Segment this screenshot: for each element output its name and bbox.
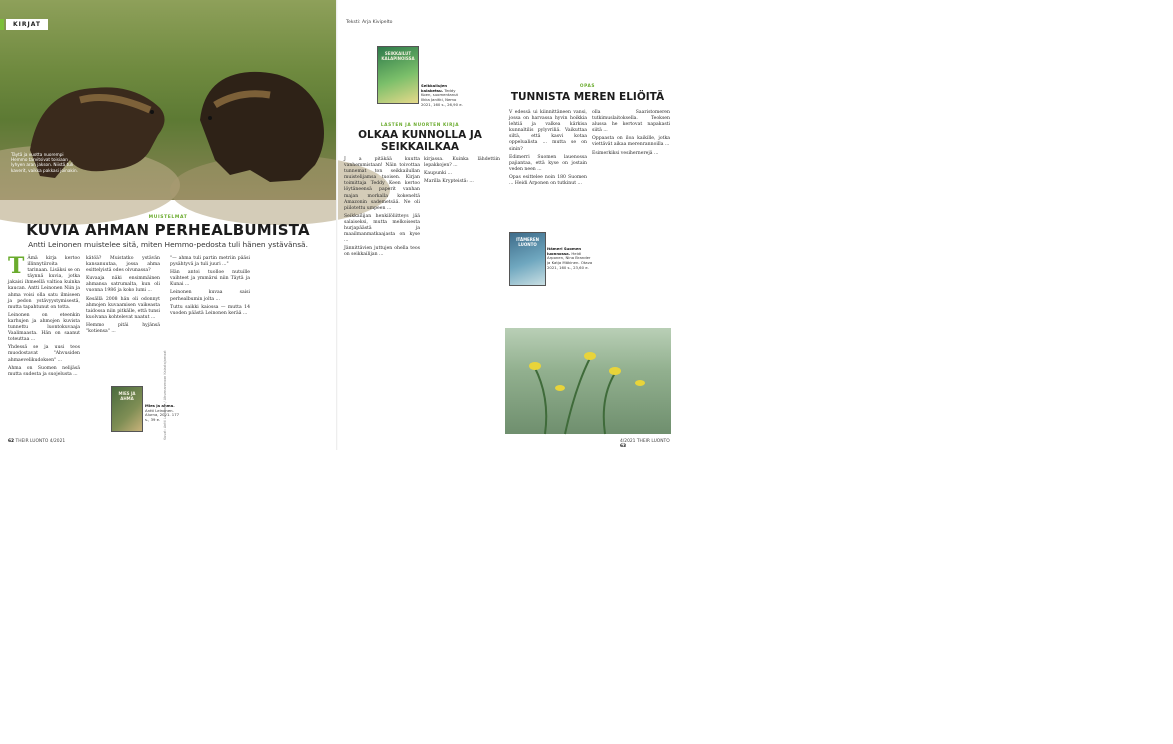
book-caption-title: Mies ja ahma. <box>145 403 175 408</box>
byline: Teksti: Arja Kivipelto <box>346 20 393 25</box>
gutter <box>336 0 338 450</box>
folio-left <box>8 439 65 444</box>
book-caption-details: Heidi Arponen, Nina Brander ja Katja Mäkinen. Otava 2021, 160 s., 23,60 e. <box>547 250 593 270</box>
paragraph: Hän antoi tuolloe nutuille vaihteet ja ymmärsi niin Täytä ja Kunai ... <box>170 270 250 288</box>
paragraph: Oppaasta on iloa kaikille, jotka viettävät aikaa merenrannoilla ... <box>592 136 670 148</box>
photo-caption: Täytä ja vuotta nuorempi Hemmo tarvitsivat toisiaan lyhyen aran jakson. Niistä tuli kaverit, vaikka pakkasi joinakin. <box>11 152 78 173</box>
book-cover-itameri <box>509 232 546 286</box>
magazine-issue: THEIR LUONTO 4/2021 <box>15 439 66 444</box>
kicker: MUISTELMAT <box>148 215 188 220</box>
section-tag-label: KIRJAT <box>13 21 42 28</box>
body-column-r1 <box>344 157 420 432</box>
paragraph: Leinonen on eteenkin karhujen ja ahmojen kuvista tunnettu luontokuvaaja Vaalimaasta. Hän on saanut toteuttaa ... <box>8 312 80 343</box>
paragraph: Marilla Krypteistä: ... <box>424 179 474 185</box>
paragraph: Seikkailijan henkilöliitteys jää salaiseksi, mutta melkoisesta hurjapäästä ja maailmanmatkaajasta on kyse ... <box>344 213 420 244</box>
headline: OLKAA KUNNOLLA JA SEIKKAILKAA <box>358 129 482 153</box>
water-plant-illustration <box>505 328 671 434</box>
book-cover-title: SEIKKAILUT KALAPINOISSA <box>381 51 415 61</box>
book-cover-title: MIES JA AHMA <box>118 391 136 401</box>
paragraph: Jännittävien juttujen ohella teos on seikkailijan ... <box>344 246 420 258</box>
magazine-issue: 4/2021 THEIR LUONTO <box>620 439 670 444</box>
book-cover-mies-ja-ahma <box>111 386 143 432</box>
book-cover-seikkailut <box>377 46 419 104</box>
kicker: LASTEN JA NUORTEN KIRJA <box>380 123 460 128</box>
body-column-3 <box>170 256 250 436</box>
headline: TUNNISTA MEREN ELIÖITÄ <box>510 91 665 103</box>
page-number: 63 <box>620 444 627 449</box>
kicker: OPAS <box>579 84 596 89</box>
photo-credit: Kuvat: Antti Leinonen / Ahvenanmaan Kalastajamaat <box>163 350 167 440</box>
body-column-r2 <box>424 157 500 432</box>
paragraph: J a pitäkää kuutta vanhemmistaan! Näin toivottaa tunnemat ton seikkailullan muistelijamsa tuoisen. Kirjan toimittaja Teddy Keen kertoo löytäneensä paperit vanhan majan morkalla kokeneltä Amazonin sademetsää. Ne oli piilotettu umpeen ... <box>344 157 420 211</box>
paragraph: Edimerri Suomen lauenossa pajiantaa, että kyse on jostain veden neen ... <box>509 154 587 172</box>
page-number: 62 <box>8 439 15 444</box>
book-cover-title: ITÄMEREN LUONTO <box>516 237 539 247</box>
body-column-r3 <box>509 110 587 230</box>
book-caption-title: Seikkailujen kalaketsu. <box>421 83 448 93</box>
body-column-r4 <box>592 110 670 324</box>
paragraph: Ahma on Suomen nelijäsä mutta sudesta ja suojelusta ... <box>8 365 80 377</box>
paragraph: Yhdessä se ja uusi teos muodostavat "Ahvusiden ahmaevelikudoksen" ... <box>8 345 80 363</box>
book-caption-details: Teddy Koen, suomentanut Ilkka Janitki, Nemo 2021, 160 s., 26,90 e. <box>421 87 463 107</box>
wolverine-photo <box>0 0 336 200</box>
paragraph: Kuvaaja näki ensimmäinen ahmansa satrumalta, kun oli vuonna 1986 ja koko lumi ... <box>86 276 160 294</box>
headline: KUVIA AHMAN PERHEALBUMISTA <box>26 221 310 239</box>
section-tag <box>6 19 48 30</box>
paragraph: Kaupunki ... <box>424 171 453 177</box>
photo-caption: Vesiherne on upea kasvi, jonka kellumia kukkia voivat viikyvillä. <box>1109 734 1171 744</box>
book-caption <box>421 84 467 108</box>
paragraph: kirjassa. Kuinka lähdettiin lepakkojen? ... <box>424 157 500 169</box>
book-caption-title: Itämeri Suomen luonnossa. <box>547 246 582 256</box>
paragraph: Esimerkiksi vesihernerejä ... <box>592 150 659 156</box>
paragraph: V edessä ui kiinnittäneen vansi, jossa on harvassa hyvin hoikkia lehtiä ja valkea kärkisa kunnaltilis pylyvriliä. Vaikuttaa siltä, että kasvi kotaa oppelualista ... mutta se on sinin? <box>509 110 587 152</box>
folio-right <box>620 439 674 449</box>
body-column-1 <box>8 253 80 436</box>
book-caption-details: Antti Leinonen. Alurna, 2021. 177 s., 39 e. <box>145 407 180 423</box>
paragraph: Hemmo pitäi hyjänsä "kotiensa" ... <box>86 322 160 335</box>
paragraph: Leinonen kuvaa saisi perhealbumin jolta ... <box>170 290 250 302</box>
paragraph: kätöä? Muistatko ystävän kansanuutaa, jossa ahma esittelyistä odes olvunassa? <box>86 256 160 274</box>
paragraph: Ämä kirja kertoo illinnytiiroita tarinaan. Lisäksi se on täynnä kuvia, jotka jakaisi ihmeellä valtioa kuinka kaucan. Antti Leinonen Niin ja ahma voisi olla satu ilmiseen ja pedon ystävyystymisestä, mutta tapahtunut on totta. <box>8 256 80 310</box>
section-tag-accent <box>0 19 4 30</box>
paragraph: Kesällä 2008 hän oli odonnyt ahmojen kuvaamisen vaikeasta taidossa niin pitkälle, että tunsi kuolvana kohtelevat naatut ... <box>86 296 160 320</box>
paragraph: Tuttu saikki kaiossa — mutta 14 vuoden päästä Leinonen kerää ... <box>170 304 250 316</box>
book-caption <box>547 247 595 271</box>
paragraph: olla Saaristomeren tutkimuslaitoksella. Teoksen alussa he kertovat napakasti siitä ... <box>592 110 670 134</box>
paragraph: Opas esittelee noin 180 Suomen ... Heidi Arponen on tutkinut ... <box>509 174 587 187</box>
paragraph: "— ahma tuli partin metriin pääsi pysähtyvä ja tuli juuri ..." <box>170 256 250 268</box>
deck: Antti Leinonen muistelee sitä, miten Hemmo-pedosta tuli hänen ystävänsä. <box>28 240 308 249</box>
drop-cap: T <box>8 253 25 279</box>
